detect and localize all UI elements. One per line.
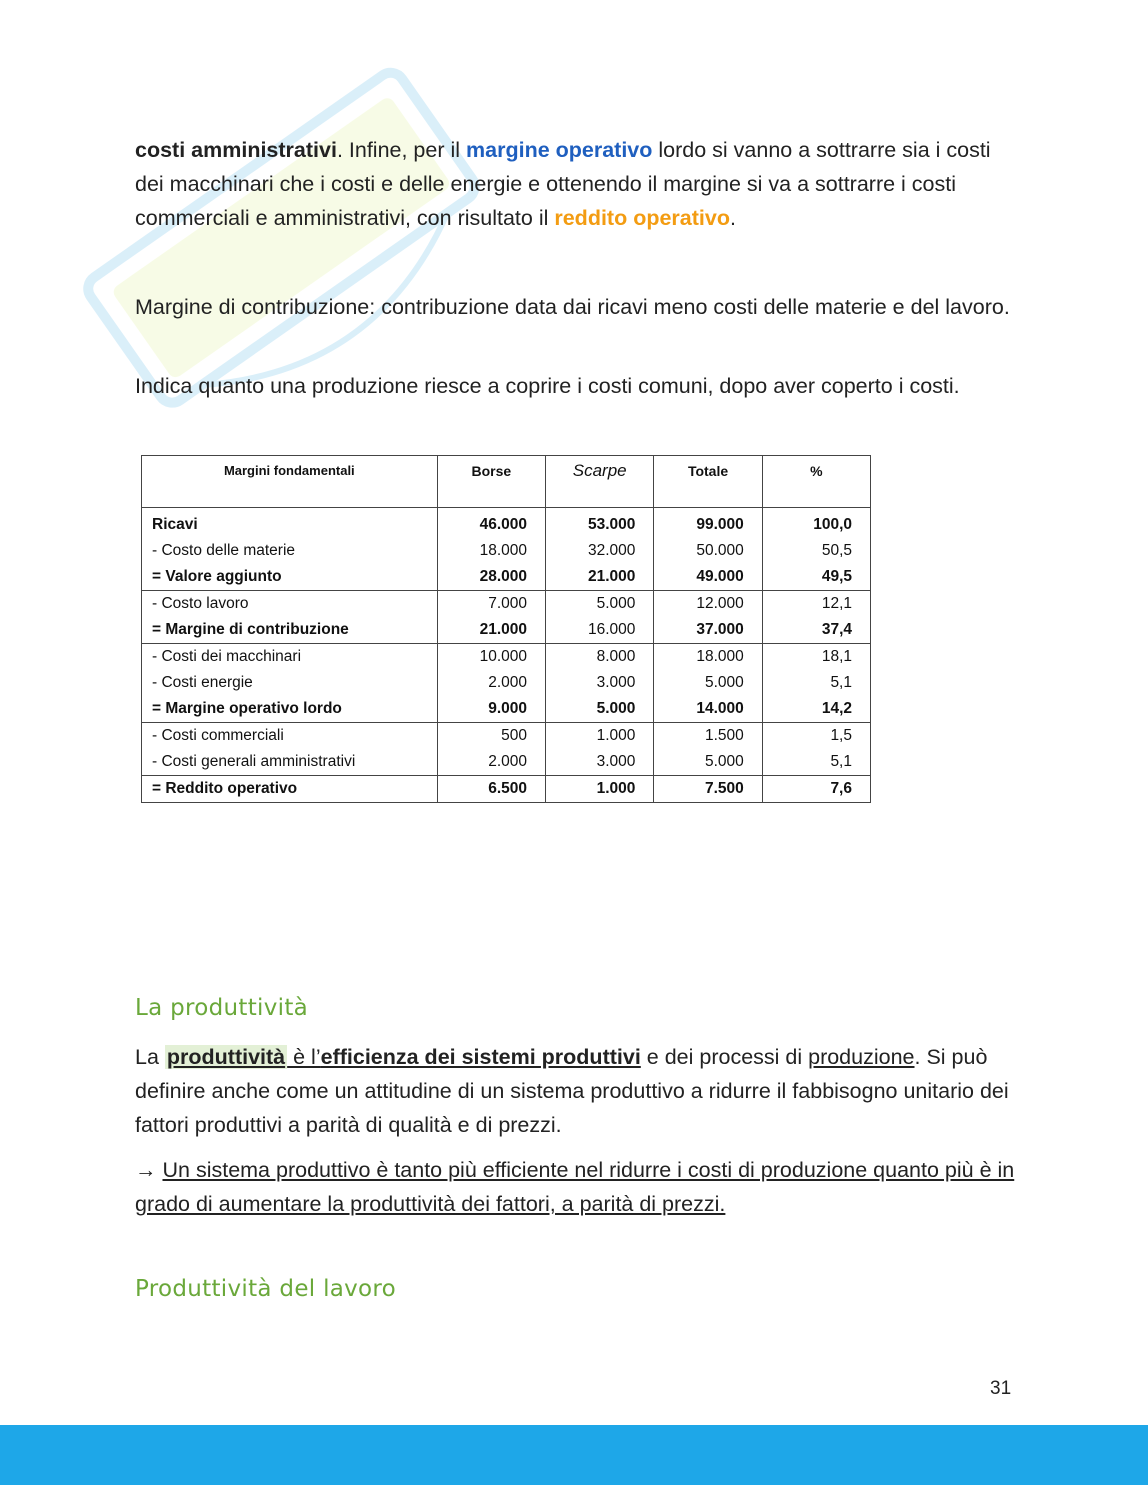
table-row: = Margine di contribuzione 21.000 16.000 37.000 37,4 bbox=[142, 617, 871, 644]
table-row: - Costi energie 2.000 3.000 5.000 5,1 bbox=[142, 670, 871, 696]
margini-table bbox=[141, 455, 871, 803]
produttivita-highlight: produttività bbox=[166, 1045, 286, 1069]
table-row: - Costo delle materie 18.000 32.000 50.000 50,5 bbox=[142, 538, 871, 564]
table-row: - Costi generali amministrativi 2.000 3.000 5.000 5,1 bbox=[142, 749, 871, 776]
paragraph-produttivita: La produttività è l’efficienza dei sistemi produttivi e dei processi di produzione. Si può definire anche come un attitudine di un sistema produttivo a ridurre il fabbisogno unitario dei fattori produttivi a parità di qualità e di prezzi. bbox=[135, 1045, 1009, 1137]
table-row: - Costi dei macchinari 10.000 8.000 18.000 18,1 bbox=[142, 644, 871, 671]
footer-bar bbox=[0, 1425, 1148, 1485]
header-borse: Borse bbox=[437, 456, 545, 508]
arrow-icon: → bbox=[135, 1158, 163, 1182]
table-row: - Costi commerciali 500 1.000 1.500 1,5 bbox=[142, 723, 871, 750]
table-row: Ricavi 46.000 53.000 99.000 100,0 bbox=[142, 508, 871, 539]
paragraph-costs: costi amministrativi. Infine, per il margine operativo lordo si vanno a sottrarre sia i costi dei macchinari che i costi e delle energie e ottenendo il margine si va a sottrarre i costi commerciali e amministrativi, con risultato il reddito operativo. bbox=[135, 138, 991, 230]
page-number: 31 bbox=[990, 1378, 1012, 1399]
header-scarpe: Scarpe bbox=[546, 456, 654, 508]
paragraph-sistema-produttivo: → Un sistema produttivo è tanto più efficiente nel ridurre i costi di produzione quanto più è in grado di aumentare la produttività dei fattori, a parità di prezzi. bbox=[135, 1158, 1015, 1216]
table-header-row bbox=[142, 456, 871, 508]
heading-produttivita-lavoro: Produttività del lavoro bbox=[135, 1276, 397, 1302]
margine-operativo-term: margine operativo bbox=[466, 138, 653, 162]
paragraph-margine-contribuzione: Margine di contribuzione: contribuzione data dai ricavi meno costi delle materie e del lavoro. bbox=[135, 295, 1010, 319]
reddito-operativo-term: reddito operativo bbox=[554, 206, 730, 230]
heading-produttivita: La produttività bbox=[135, 995, 309, 1021]
paragraph-indica: Indica quanto una produzione riesce a coprire i costi comuni, dopo aver coperto i costi. bbox=[135, 374, 960, 398]
header-margini: Margini fondamentali bbox=[142, 456, 438, 508]
table-row: = Reddito operativo 6.500 1.000 7.500 7,6 bbox=[142, 776, 871, 803]
header-percent: % bbox=[762, 456, 870, 508]
table-row: - Costo lavoro 7.000 5.000 12.000 12,1 bbox=[142, 591, 871, 618]
table-row: = Margine operativo lordo 9.000 5.000 14.000 14,2 bbox=[142, 696, 871, 723]
header-totale: Totale bbox=[654, 456, 762, 508]
table-row: = Valore aggiunto 28.000 21.000 49.000 49,5 bbox=[142, 564, 871, 591]
